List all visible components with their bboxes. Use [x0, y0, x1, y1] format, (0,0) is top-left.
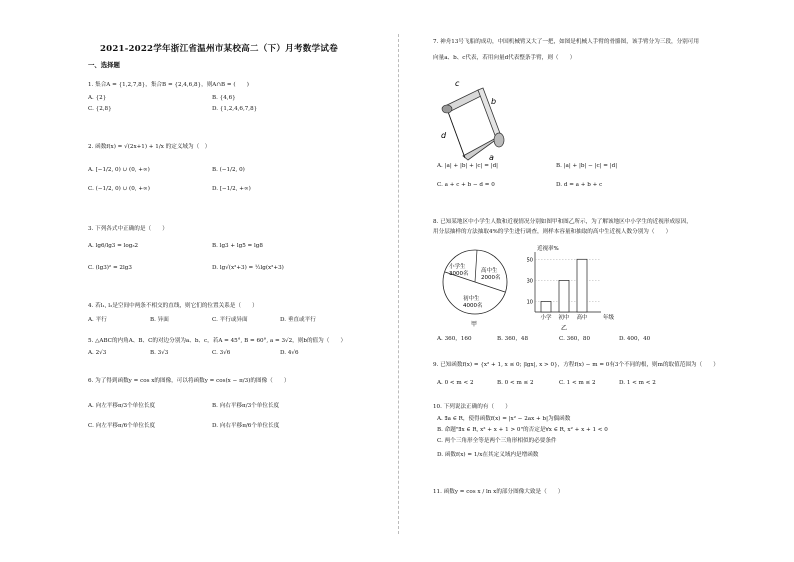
pie-chart-figure: [437, 242, 517, 330]
q8-option-c: C. 360，80: [559, 336, 591, 342]
bar-1: [541, 301, 551, 312]
robot-arm-figure: [433, 68, 513, 168]
question-2-stem: 2. 函数f(x) = √(2x+1) + 1/x 的定义域为（ ）: [88, 144, 211, 150]
q3-option-b: B. lg3 + lg5 = lg8: [212, 243, 263, 249]
bar-category-label: 小学: [540, 315, 552, 321]
q10-option-d: D. 函数f(x) = 1/x在其定义域内是增函数: [437, 452, 539, 458]
vector-d-line: [447, 109, 465, 158]
q7-option-b: B. |a| + |b| − |c| = |d|: [556, 163, 618, 169]
bar-chart-figure: [521, 242, 631, 332]
bar-caption: 乙: [561, 325, 568, 332]
pie-label-primary: 小学生 3000名: [449, 264, 469, 277]
q10-option-b: B. 命题"∃x ∈ R, x² + x + 1 > 0"的否定是∀x ∈ R, x² + x + 1 < 0: [437, 427, 608, 433]
q1-option-d: D. {1,2,4,6,7,8}: [212, 106, 258, 112]
bar-category-label: 初中: [558, 315, 570, 321]
q9-option-c: C. 1 < m ≤ 2: [559, 380, 596, 386]
bar-y-tick-label: 30: [526, 278, 533, 285]
question-4-stem: 4. 若l₁, l₂是空间中两条不相交的直线，则它们的位置关系是（ ）: [88, 303, 258, 309]
q10-option-a: A. ∃a ∈ R，使得函数f(x) = |x² − 2ax + b|为偶函数: [437, 416, 571, 422]
q10-option-c: C. 两个三角形全等是两个三角形相似的必要条件: [437, 438, 557, 444]
question-6-stem: 6. 为了得到函数y = cos x的图像，可以将函数y = cos(x − π/3)的图像（ ）: [88, 378, 290, 384]
q3-option-c: C. (lg3)² = 2lg3: [88, 265, 132, 271]
arm-segment-a: [463, 133, 504, 160]
q7-option-a: A. |a| + |b| + |c| = |d|: [437, 163, 499, 169]
q5-option-d: D. 4√6: [280, 350, 299, 356]
bar-x-label: 年级: [603, 315, 615, 321]
question-10-stem: 10. 下列说法正确的有（ ）: [433, 404, 511, 410]
left-page: [80, 18, 440, 544]
section-heading: 一、选择题: [88, 61, 120, 69]
q7-option-d: D. d = a + b + c: [556, 182, 603, 188]
q6-option-b: B. 向右平移π/3个单位长度: [212, 403, 280, 409]
pie-label-high: 高中生 2000名: [481, 268, 501, 281]
q1-option-b: B. {4,6}: [212, 95, 236, 101]
q4-option-b: B. 异面: [150, 317, 169, 323]
column-divider: [398, 34, 399, 534]
question-3-stem: 3. 下列各式中正确的是（ ）: [88, 226, 168, 232]
q6-option-a: A. 向左平移π/3个单位长度: [88, 403, 156, 409]
q2-option-b: B. (−1/2, 0): [212, 167, 245, 173]
arm-segment-b: [478, 88, 501, 138]
vector-label-a: a: [489, 153, 494, 162]
q4-option-a: A. 平行: [88, 317, 107, 323]
q5-option-a: A. 2√3: [88, 350, 107, 356]
bar-category-label: 高中: [576, 315, 588, 321]
vector-label-c: c: [455, 79, 460, 88]
q4-option-c: C. 平行或异面: [212, 317, 248, 323]
question-7-stem-line1: 7. 神舟13号飞船的成功，中国机械臂又大了一把，如图是机械人手臂的骨骼图，该手臂分为三段，分别可用: [433, 39, 699, 45]
bar-y-label: 近视率%: [537, 246, 559, 252]
q8-option-d: D. 400，40: [619, 336, 651, 342]
q3-option-d: D. lg√(x²+3) = ½lg(x²+3): [212, 265, 284, 271]
q1-option-c: C. {2,8}: [88, 106, 112, 112]
q8-option-a: A. 360，160: [437, 336, 472, 342]
bar-y-tick-label: 50: [526, 257, 533, 264]
pie-label-middle: 初中生 4000名: [463, 296, 483, 309]
question-9-stem: 9. 已知函数f(x) = {x² + 1, x ≤ 0; |lgx|, x > 0}，方程f(x) − m = 0有3个不同的根，则m的取值范围为（ ）: [433, 362, 719, 368]
question-8-stem-line2: 用分层抽样的方法抽取4%的学生进行调查，则样本容量和抽取的高中生近视人数分别为（ ）: [433, 229, 672, 235]
bar-marks: [527, 257, 601, 321]
q5-option-b: B. 3√3: [150, 350, 169, 356]
bar-2: [559, 280, 569, 312]
question-5-stem: 5. △ABC的内角A、B、C的对边分别为a、b、c，若A = 45°, B = 60°, a = 3√2，则b的值为（ ）: [88, 338, 347, 344]
q9-option-b: B. 0 < m ≤ 2: [497, 380, 534, 386]
question-1-stem: 1. 集合A = {1,2,7,8}，集合B = {2,4,6,8}，则A∩B = ( ): [88, 82, 249, 88]
q2-option-d: D. [−1/2, +∞): [212, 186, 251, 192]
q6-option-c: C. 向左平移π/6个单位长度: [88, 423, 156, 429]
right-page: [423, 18, 778, 544]
q3-option-a: A. lg6/lg3 = log₃2: [88, 243, 139, 249]
q9-option-a: A. 0 < m < 2: [437, 380, 474, 386]
page-title: 2021-2022学年浙江省温州市某校高二（下）月考数学试卷: [100, 44, 338, 54]
question-11-stem: 11. 函数y = cos x / ln x的部分图像大致是（ ）: [433, 489, 564, 495]
q2-option-c: C. (−1/2, 0) ∪ (0, +∞): [88, 186, 150, 192]
bar-3: [577, 259, 587, 312]
q2-option-a: A. [−1/2, 0) ∪ (0, +∞): [88, 167, 150, 173]
q7-option-c: C. a + c + b − d = 0: [437, 182, 495, 188]
vector-label-d: d: [441, 131, 447, 140]
bar-y-tick-label: 10: [526, 299, 533, 306]
q6-option-d: D. 向右平移π/6个单位长度: [212, 423, 280, 429]
q4-option-d: D. 垂直或平行: [280, 317, 316, 323]
q8-option-b: B. 360，48: [497, 336, 529, 342]
q5-option-c: C. 3√6: [212, 350, 231, 356]
vector-label-b: b: [491, 97, 497, 106]
question-7-stem-line2: 向量a、b、c代表，若用向量d代表整条手臂，则（ ）: [433, 55, 576, 61]
q9-option-d: D. 1 < m < 2: [619, 380, 656, 386]
q1-option-a: A. {2}: [88, 95, 107, 101]
pie-caption: 甲: [471, 321, 478, 328]
question-8-stem-line1: 8. 已知某地区中小学生人数和近视情况分别如图甲和图乙所示，为了解该地区中小学生的近视形成原因，: [433, 219, 692, 225]
